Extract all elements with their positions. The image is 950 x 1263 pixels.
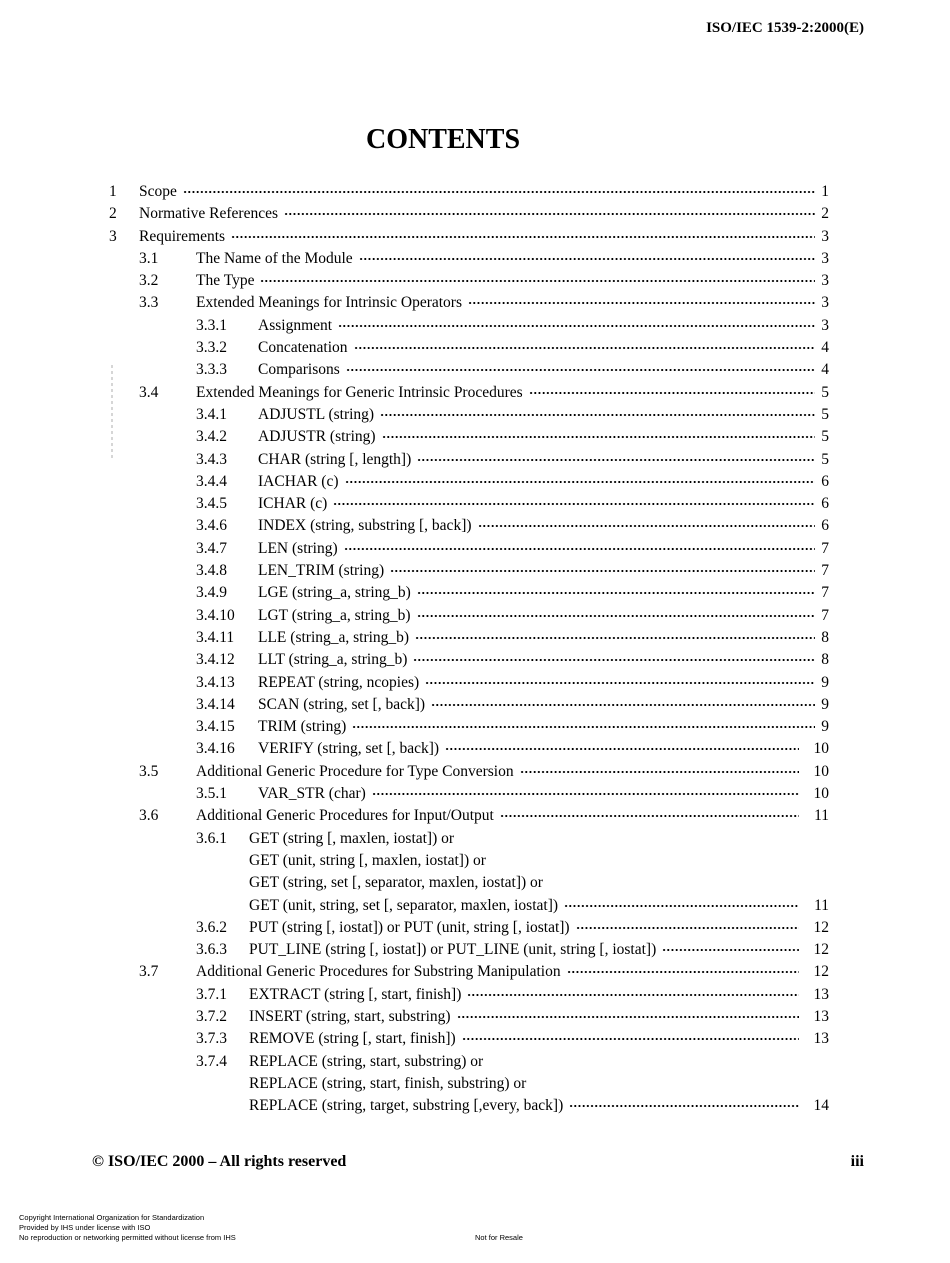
toc-entry-title: Normative References: [139, 205, 279, 223]
toc-entry[interactable]: [0, 828, 950, 850]
table-of-contents: [0, 181, 950, 1117]
toc-entry-number: 3.4: [139, 383, 159, 401]
toc-entry[interactable]: [0, 382, 950, 404]
toc-entry-page: 6: [821, 495, 829, 513]
toc-dot-leader: [431, 702, 815, 708]
toc-entry-title: LGE (string_a, string_b): [258, 584, 411, 602]
toc-entry-title: VERIFY (string, set [, back]): [258, 740, 440, 758]
toc-entry-number: 3.4.4: [196, 472, 227, 490]
toc-dot-leader: [390, 568, 815, 574]
toc-entry-title: GET (string, set [, separator, maxlen, iostat]) or: [249, 874, 543, 892]
toc-entry-title: REPLACE (string, start, finish, substring) or: [249, 1074, 527, 1092]
toc-entry-number: 3.4.3: [196, 450, 227, 468]
toc-entry-title: Scope: [139, 183, 177, 200]
toc-dot-leader: [415, 635, 815, 641]
toc-dot-leader: [468, 300, 815, 306]
toc-entry-title: INSERT (string, start, substring): [249, 1007, 451, 1025]
toc-dot-leader: [231, 234, 815, 240]
resale-notice: Not for Resale: [475, 1233, 523, 1242]
toc-entry[interactable]: [0, 805, 950, 827]
toc-entry-title: Extended Meanings for Intrinsic Operators: [196, 294, 463, 312]
toc-entry-number: 3.7.2: [196, 1007, 227, 1025]
toc-entry-number: 3.4.10: [196, 606, 235, 624]
toc-entry-page: 7: [821, 584, 829, 602]
toc-entry-page: 10: [813, 740, 829, 758]
toc-entry[interactable]: [0, 337, 950, 359]
toc-entry-number: 3.4.15: [196, 718, 235, 736]
toc-entry[interactable]: [0, 1006, 950, 1028]
toc-entry-page: 5: [821, 450, 829, 468]
toc-entry[interactable]: [0, 783, 950, 805]
toc-entry-page: 7: [821, 606, 829, 624]
toc-entry-page: 5: [821, 428, 829, 446]
toc-entry-number: 3.4.13: [196, 673, 235, 691]
toc-entry-page: 3: [821, 227, 829, 245]
toc-entry-number: 3.4.8: [196, 562, 227, 580]
toc-entry-title: EXTRACT (string [, start, finish]): [249, 985, 462, 1003]
toc-entry-page: 10: [813, 762, 829, 780]
toc-entry-page: 8: [821, 628, 829, 646]
license-line: Copyright International Organization for Standardization: [19, 1213, 205, 1222]
toc-entry-page: 9: [821, 695, 829, 713]
toc-entry-title: IACHAR (c): [258, 472, 339, 490]
toc-entry-number: 3.5: [139, 762, 159, 780]
toc-entry-title: Additional Generic Procedures for Substring Manipulation: [196, 963, 561, 981]
toc-entry[interactable]: [0, 761, 950, 783]
toc-entry[interactable]: [0, 939, 950, 961]
toc-entry-number: 3.6.3: [196, 941, 227, 959]
toc-entry-number: 3.3.1: [196, 316, 227, 334]
toc-entry-page: 9: [821, 718, 829, 736]
toc-entry-title: TRIM (string): [258, 718, 347, 736]
toc-entry-title: LLT (string_a, string_b): [258, 651, 408, 669]
toc-dot-leader: [462, 1036, 799, 1042]
toc-entry[interactable]: [0, 582, 950, 604]
toc-entry-number: 3.6.2: [196, 918, 227, 936]
toc-entry[interactable]: [0, 605, 950, 627]
toc-entry-number: 3.4.16: [196, 740, 235, 758]
toc-entry-title: The Name of the Module: [196, 249, 353, 267]
toc-entry-page: 3: [821, 272, 829, 290]
toc-dot-leader: [345, 479, 815, 485]
toc-entry-page: 12: [813, 963, 829, 981]
toc-dot-leader: [576, 925, 799, 931]
toc-entry[interactable]: [0, 359, 950, 381]
toc-entry[interactable]: [0, 515, 950, 537]
toc-entry-number: 3.4.7: [196, 539, 227, 557]
toc-dot-leader: [564, 903, 799, 909]
toc-entry-title: Assignment: [258, 316, 333, 334]
toc-entry[interactable]: [0, 961, 950, 983]
toc-entry-title: LEN (string): [258, 539, 338, 557]
toc-entry[interactable]: [0, 493, 950, 515]
toc-dot-leader: [382, 434, 815, 440]
toc-entry-title: CHAR (string [, length]): [258, 450, 412, 468]
toc-dot-leader: [338, 323, 815, 329]
toc-dot-leader: [417, 457, 815, 463]
toc-entry-page: 2: [821, 205, 829, 223]
toc-entry-number: 3: [109, 227, 117, 245]
toc-entry-title: LLE (string_a, string_b): [258, 628, 410, 646]
toc-dot-leader: [520, 769, 799, 775]
toc-entry-page: 6: [821, 472, 829, 490]
toc-entry[interactable]: [0, 895, 950, 917]
toc-entry-page: 12: [813, 941, 829, 959]
toc-entry-page: 12: [813, 918, 829, 936]
toc-entry-page: 6: [821, 517, 829, 535]
toc-entry-title: LEN_TRIM (string): [258, 562, 385, 580]
toc-entry-number: 3.4.2: [196, 428, 227, 446]
toc-entry-page: 9: [821, 673, 829, 691]
toc-entry[interactable]: [0, 850, 950, 872]
toc-entry-title: REMOVE (string [, start, finish]): [249, 1030, 456, 1048]
toc-dot-leader: [417, 613, 815, 619]
toc-entry[interactable]: [0, 1095, 950, 1117]
toc-entry-page: 11: [814, 896, 829, 914]
toc-dot-leader: [529, 390, 815, 396]
toc-entry-number: 3.7.3: [196, 1030, 227, 1048]
page-number: iii: [850, 1153, 864, 1170]
toc-entry[interactable]: [0, 984, 950, 1006]
toc-entry-page: 10: [813, 785, 829, 803]
toc-entry-title: SCAN (string, set [, back]): [258, 695, 426, 713]
toc-dot-leader: [567, 969, 799, 975]
toc-dot-leader: [333, 501, 815, 507]
toc-entry[interactable]: [0, 738, 950, 760]
toc-entry[interactable]: [0, 226, 950, 248]
toc-entry-title: REPLACE (string, target, substring [,every, back]): [249, 1097, 564, 1115]
document-id-header: ISO/IEC 1539-2:2000(E): [706, 20, 864, 36]
toc-entry[interactable]: [0, 404, 950, 426]
toc-entry-number: 3.4.5: [196, 495, 227, 513]
toc-dot-leader: [346, 367, 815, 373]
toc-dot-leader: [354, 345, 815, 351]
copyright-notice: © ISO/IEC 2000 – All rights reserved: [92, 1153, 347, 1170]
toc-dot-leader: [260, 278, 815, 284]
toc-entry-title: REPEAT (string, ncopies): [258, 673, 420, 691]
toc-dot-leader: [380, 412, 815, 418]
toc-entry-title: PUT_LINE (string [, iostat]) or PUT_LINE (unit, string [, iostat]): [249, 941, 657, 959]
toc-entry[interactable]: [0, 627, 950, 649]
toc-entry[interactable]: [0, 917, 950, 939]
license-notice: [19, 1213, 236, 1243]
toc-entry-page: 3: [821, 294, 829, 312]
toc-dot-leader: [467, 992, 799, 998]
toc-entry-page: 5: [821, 383, 829, 401]
toc-dot-leader: [569, 1103, 799, 1109]
toc-entry-number: 3.3: [139, 294, 159, 312]
toc-dot-leader: [500, 813, 799, 819]
toc-entry[interactable]: [0, 270, 950, 292]
toc-entry-title: Additional Generic Procedures for Input/Output: [196, 807, 494, 825]
toc-dot-leader: [417, 590, 815, 596]
toc-entry-page: 3: [821, 249, 829, 267]
toc-entry-page: 8: [821, 651, 829, 669]
toc-entry-title: Additional Generic Procedure for Type Conversion: [196, 762, 514, 780]
license-line: Provided by IHS under license with ISO: [19, 1223, 151, 1232]
toc-entry[interactable]: [0, 1051, 950, 1073]
toc-dot-leader: [413, 657, 815, 663]
toc-entry[interactable]: [0, 449, 950, 471]
toc-dot-leader: [359, 256, 815, 262]
toc-entry-number: 3.4.1: [196, 405, 227, 423]
toc-entry-number: 3.5.1: [196, 785, 227, 803]
toc-dot-leader: [372, 791, 799, 797]
toc-entry-page: 13: [813, 1007, 829, 1025]
toc-entry-title: The Type: [196, 272, 255, 290]
toc-entry-number: 3.7: [139, 963, 159, 981]
toc-entry-number: 3.4.11: [196, 628, 235, 646]
toc-entry[interactable]: [0, 560, 950, 582]
toc-entry-page: 7: [821, 539, 829, 557]
toc-dot-leader: [445, 746, 799, 752]
toc-entry-number: 3.4.6: [196, 517, 227, 535]
toc-dot-leader: [352, 724, 815, 730]
toc-entry-number: 3.7.1: [196, 985, 227, 1003]
toc-entry-title: Comparisons: [258, 361, 340, 379]
toc-entry-title: GET (unit, string, set [, separator, maxlen, iostat]): [249, 896, 559, 914]
toc-entry[interactable]: [0, 694, 950, 716]
toc-entry-number: 3.4.12: [196, 651, 235, 669]
toc-entry[interactable]: [0, 181, 950, 203]
toc-entry-title: Requirements: [139, 227, 226, 245]
toc-entry-page: 5: [821, 405, 829, 423]
toc-entry[interactable]: [0, 292, 950, 314]
toc-entry[interactable]: [0, 649, 950, 671]
toc-entry-number: 3.1: [139, 249, 159, 267]
toc-dot-leader: [183, 189, 815, 195]
toc-dot-leader: [478, 523, 815, 529]
toc-entry[interactable]: [0, 471, 950, 493]
toc-entry-title: INDEX (string, substring [, back]): [258, 517, 472, 535]
toc-entry-title: LGT (string_a, string_b): [258, 606, 411, 624]
toc-entry-title: REPLACE (string, start, substring) or: [249, 1052, 484, 1070]
toc-entry-title: GET (unit, string [, maxlen, iostat]) or: [249, 851, 486, 869]
toc-entry-number: 3.2: [139, 272, 159, 290]
toc-dot-leader: [425, 680, 815, 686]
toc-entry[interactable]: [0, 203, 950, 225]
toc-entry-page: 3: [821, 316, 829, 334]
toc-entry-title: ADJUSTL (string): [258, 405, 375, 423]
toc-entry-number: 1: [109, 183, 117, 200]
toc-dot-leader: [284, 211, 815, 217]
toc-entry-number: 3.6.1: [196, 829, 227, 847]
toc-entry-title: ICHAR (c): [258, 495, 328, 513]
toc-entry[interactable]: [0, 672, 950, 694]
toc-entry[interactable]: [0, 248, 950, 270]
toc-entry-page: 11: [814, 807, 829, 825]
toc-entry[interactable]: [0, 1073, 950, 1095]
toc-entry-page: 4: [821, 339, 829, 357]
toc-entry-title: ADJUSTR (string): [258, 428, 376, 446]
toc-entry-page: 7: [821, 562, 829, 580]
toc-dot-leader: [457, 1014, 799, 1020]
toc-entry[interactable]: [0, 1028, 950, 1050]
toc-entry-page: 4: [821, 361, 829, 379]
toc-entry-number: 3.7.4: [196, 1052, 227, 1070]
toc-entry-title: VAR_STR (char): [258, 785, 366, 803]
toc-entry-page: 1: [821, 183, 829, 200]
toc-entry-number: 3.4.9: [196, 584, 227, 602]
toc-dot-leader: [344, 546, 815, 552]
toc-entry-page: 13: [813, 985, 829, 1003]
toc-entry[interactable]: [0, 716, 950, 738]
toc-entry-number: 3.4.14: [196, 695, 235, 713]
toc-entry-number: 3.6: [139, 807, 159, 825]
toc-entry[interactable]: [0, 315, 950, 337]
toc-entry[interactable]: [0, 538, 950, 560]
toc-entry-number: 2: [109, 205, 117, 223]
toc-entry-page: 13: [813, 1030, 829, 1048]
toc-entry-page: 14: [813, 1097, 829, 1115]
toc-entry-title: GET (string [, maxlen, iostat]) or: [249, 829, 455, 847]
toc-entry[interactable]: [0, 872, 950, 894]
page-title: CONTENTS: [365, 124, 521, 155]
toc-entry-title: Concatenation: [258, 339, 348, 357]
toc-entry-number: 3.3.2: [196, 339, 227, 357]
toc-entry-title: Extended Meanings for Generic Intrinsic Procedures: [196, 383, 523, 401]
toc-dot-leader: [662, 947, 799, 953]
toc-entry-number: 3.3.3: [196, 361, 227, 379]
toc-entry[interactable]: [0, 426, 950, 448]
toc-entry-title: PUT (string [, iostat]) or PUT (unit, string [, iostat]): [249, 918, 570, 936]
license-line: No reproduction or networking permitted without license from IHS: [19, 1233, 236, 1242]
